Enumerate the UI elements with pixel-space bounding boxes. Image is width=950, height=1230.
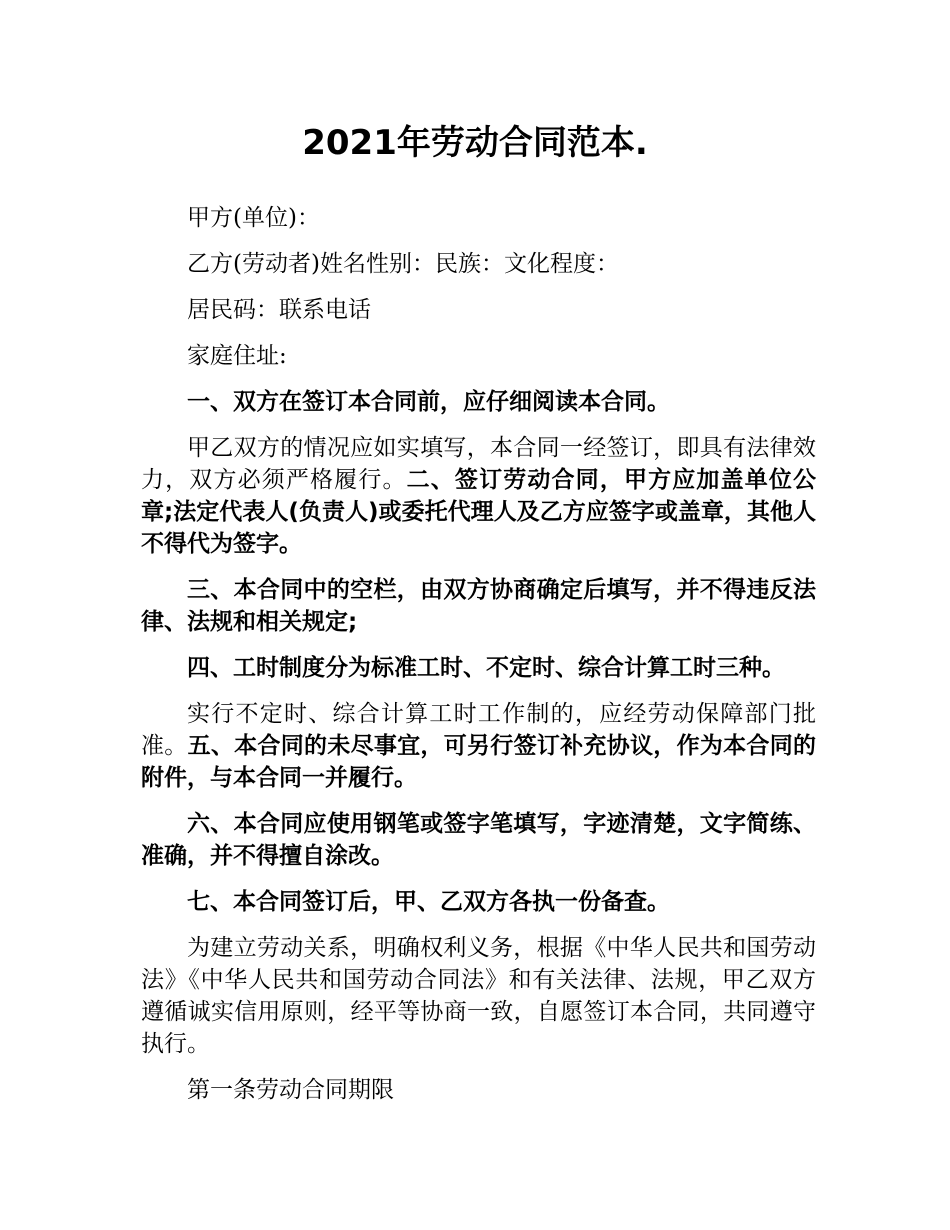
party-b-field: 乙方(劳动者)姓名性别：民族：文化程度：: [187, 251, 619, 277]
preamble-paragraph: 为建立劳动关系，明确权利义务，根据《中华人民共和国劳动法》《中华人民共和国劳动合同法》和有关法律、法规，甲乙双方遵循诚实信用原则，经平等协商一致，自愿签订本合同，共同遵守执行。: [141, 935, 816, 1057]
note-4: 四、工时制度分为标准工时、不定时、综合计算工时三种。: [187, 655, 785, 681]
document-body: [141, 202, 816, 1120]
note-paragraph-1: [141, 432, 816, 560]
id-phone-field: 居民码：联系电话: [187, 297, 371, 323]
note-paragraph-2: [141, 698, 816, 794]
note-paragraph-1-plain: 甲乙双方的情况应如实填写，本合同一经签订，即具有法律效力，双方必须严格履行。: [141, 435, 816, 493]
note-paragraph-2-plain: 实行不定时、综合计算工时工作制的，应经劳动保障部门批准。: [141, 701, 816, 759]
address-field: 家庭住址:: [187, 343, 287, 369]
note-5: 五、本合同的未尽事宜，可另行签订补充协议，作为本合同的附件，与本合同一并履行。: [141, 733, 817, 791]
note-6: 六、本合同应使用钢笔或签字笔填写，字迹清楚，文字简练、准确，并不得擅自涂改。: [141, 811, 816, 869]
note-3: 三、本合同中的空栏，由双方协商确定后填写，并不得违反法律、法规和相关规定;: [141, 577, 816, 635]
note-2: 二、签订劳动合同，甲方应加盖单位公章;法定代表人(负责人)或委托代理人及乙方应签字或盖章，其他人不得代为签字。: [141, 467, 817, 557]
party-a-field: 甲方(单位)：: [187, 205, 320, 231]
document-title: 2021年劳动合同范本.: [302, 123, 648, 163]
article-1-heading: 第一条劳动合同期限: [187, 1077, 394, 1103]
note-7: 七、本合同签订后，甲、乙双方各执一份备查。: [187, 889, 670, 915]
note-1: 一、双方在签订本合同前，应仔细阅读本合同。: [187, 389, 670, 415]
